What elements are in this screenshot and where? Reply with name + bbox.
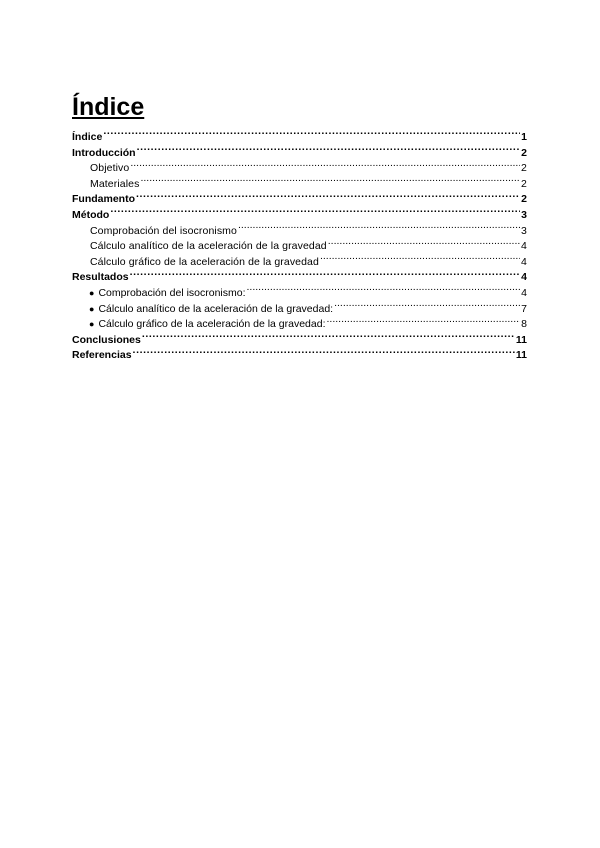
page-title: Índice (72, 93, 145, 121)
toc-dot-leader (247, 284, 521, 296)
toc-page-number: 4 (521, 286, 527, 299)
toc-page-number: 4 (521, 255, 527, 268)
toc-entry-label: Comprobación del isocronismo: (98, 286, 246, 299)
toc-entry-label: Comprobación del isocronismo (90, 224, 237, 237)
toc-entry-label: Cálculo analítico de la aceleración de la gravedad: (98, 302, 334, 315)
toc-page-number: 4 (521, 240, 527, 253)
bullet-icon: ● (89, 287, 95, 298)
toc-page-number: 2 (521, 162, 527, 175)
toc-dot-leader (142, 331, 515, 343)
toc-entry-label: Índice (72, 131, 103, 143)
toc-dot-leader (328, 237, 520, 249)
toc-entry-label: Materiales (90, 177, 140, 190)
toc-dot-leader (110, 206, 520, 218)
toc-page-number: 11 (515, 333, 527, 346)
toc-dot-leader (238, 222, 520, 234)
toc-entry-label: Cálculo analítico de la aceleración de la gravedad (90, 240, 327, 253)
toc-dot-leader (130, 268, 521, 280)
toc-entry[interactable] (72, 159, 527, 175)
toc-entry-label: Cálculo gráfico de la aceleración de la gravedad: (98, 318, 326, 331)
toc-entry[interactable] (72, 190, 527, 206)
toc-page-number: 2 (521, 177, 527, 190)
toc-page-number: 3 (521, 224, 527, 237)
table-of-contents (72, 128, 527, 362)
toc-entry[interactable] (72, 315, 527, 331)
toc-entry-label: Cálculo gráfico de la aceleración de la gravedad (90, 255, 319, 268)
toc-entry-label: Introducción (72, 146, 136, 159)
toc-entry[interactable] (72, 268, 527, 284)
toc-entry[interactable] (72, 175, 527, 191)
toc-entry[interactable] (72, 237, 527, 253)
toc-dot-leader (103, 128, 520, 140)
toc-entry[interactable] (72, 300, 527, 316)
toc-entry-label: Fundamento (72, 193, 135, 206)
toc-entry-label: Método (72, 208, 110, 221)
toc-entry[interactable] (72, 346, 527, 362)
toc-entry[interactable] (72, 222, 527, 238)
toc-entry-label: Objetivo (90, 162, 130, 175)
toc-page-number: 3 (521, 208, 527, 221)
toc-entry[interactable] (72, 206, 527, 222)
toc-dot-leader (320, 253, 520, 265)
toc-entry[interactable] (72, 144, 527, 160)
toc-dot-leader (334, 300, 520, 312)
toc-page-number: 4 (521, 271, 527, 284)
toc-dot-leader (133, 346, 515, 358)
toc-entry-label: Referencias (72, 349, 132, 362)
toc-page-number: 7 (521, 302, 527, 315)
toc-entry[interactable] (72, 253, 527, 269)
toc-page-number: 1 (521, 131, 527, 143)
toc-dot-leader (140, 175, 520, 187)
toc-page-number: 11 (515, 349, 527, 362)
toc-dot-leader (130, 159, 520, 171)
toc-entry[interactable] (72, 128, 527, 144)
toc-entry-label: Resultados (72, 271, 129, 284)
toc-dot-leader (136, 190, 520, 202)
toc-entry[interactable] (72, 331, 527, 347)
toc-entry[interactable] (72, 284, 527, 300)
bullet-icon: ● (89, 319, 95, 330)
toc-dot-leader (137, 144, 521, 156)
toc-page-number: 2 (521, 193, 527, 206)
toc-dot-leader (327, 315, 521, 327)
toc-entry-label: Conclusiones (72, 333, 141, 346)
toc-page-number: 8 (521, 318, 527, 331)
bullet-icon: ● (89, 303, 95, 314)
toc-page-number: 2 (521, 146, 527, 159)
